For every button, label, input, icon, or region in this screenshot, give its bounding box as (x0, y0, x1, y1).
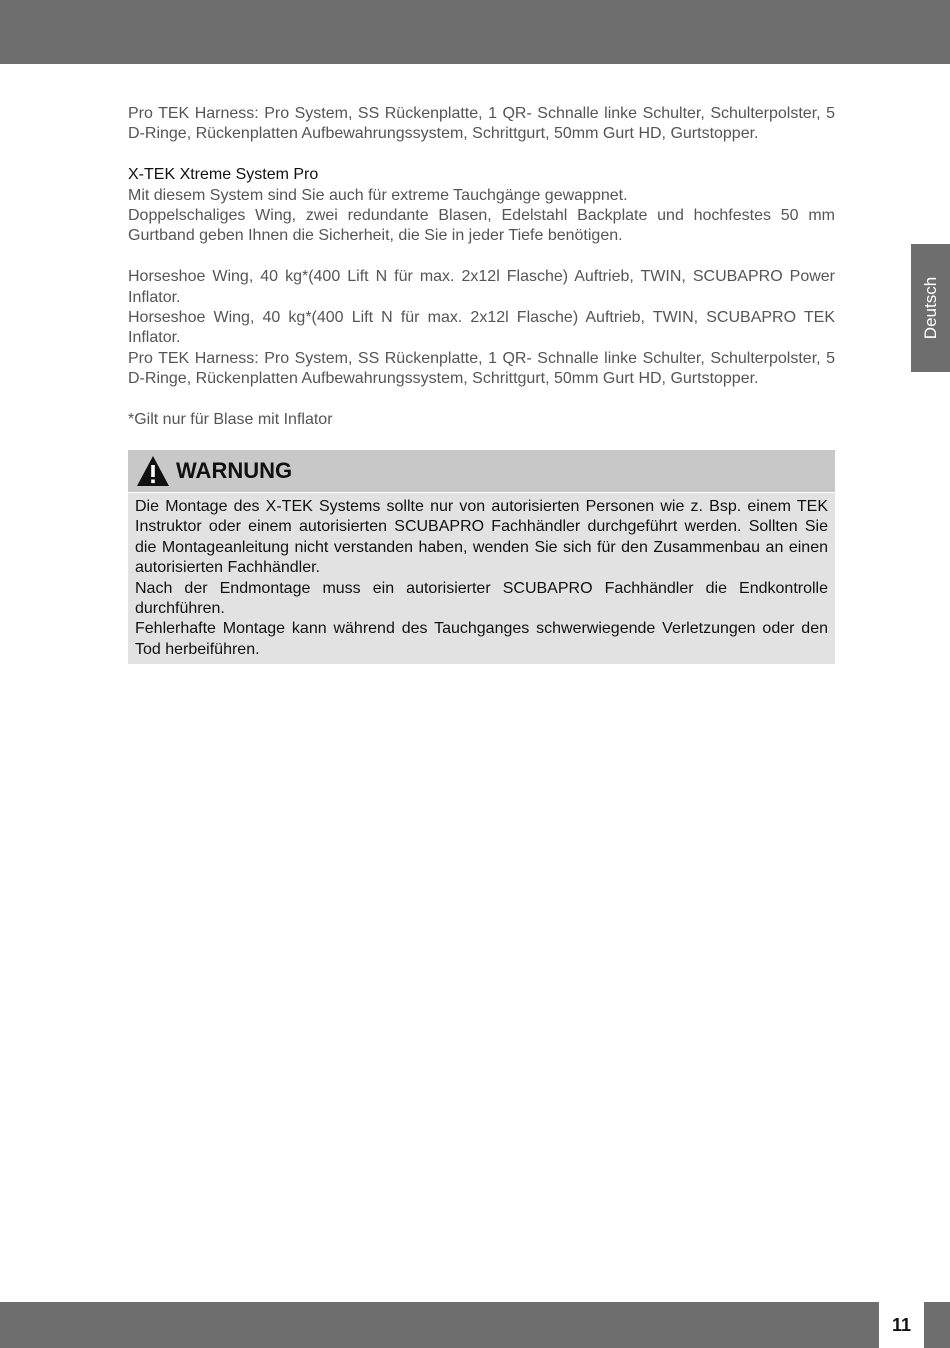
warning-paragraph-1: Die Montage des X-TEK Systems sollte nur von autorisierten Personen wie z. Bsp. einem TEK Instruktor oder einem autorisierten SCUBAPRO Fachhändler durchgeführt werden. Sollten Sie die Montageanleitung nicht verstanden haben, wenden Sie sich für den Zusammenbau an einen autorisierten Fachhändler. (135, 498, 828, 577)
warning-box (128, 450, 835, 664)
paragraph-intro: Mit diesem System sind Sie auch für extreme Tauchgänge gewappnet. (128, 186, 628, 204)
paragraph-wing-power: Horseshoe Wing, 40 kg*(400 Lift N für max. 2x12l Flasche) Auftrieb, TWIN, SCUBAPRO Power Inflator. (128, 268, 835, 306)
page-number-box (879, 1302, 924, 1348)
page-number: 11 (891, 1314, 912, 1335)
warning-body (128, 493, 835, 664)
warning-triangle-icon (136, 455, 170, 487)
warning-title: WARNUNG (176, 458, 293, 483)
footer-bar (0, 1302, 950, 1348)
header-bar (0, 0, 950, 64)
paragraph-description: Doppelschaliges Wing, zwei redundante Blasen, Edelstahl Backplate und hochfestes 50 mm Gurtband geben Ihnen die Sicherheit, die Sie in jeder Tiefe benötigen. (128, 207, 835, 245)
warning-paragraph-2: Nach der Endmontage muss ein autorisierter SCUBAPRO Fachhändler die Endkontrolle durchführen. (135, 579, 828, 618)
language-tab-label: Deutsch (920, 276, 940, 340)
footnote: *Gilt nur für Blase mit Inflator (128, 411, 333, 429)
paragraph-wing-tek: Horseshoe Wing, 40 kg*(400 Lift N für max. 2x12l Flasche) Auftrieb, TWIN, SCUBAPRO TEK Inflator. (128, 309, 835, 347)
section-heading: X-TEK Xtreme System Pro (128, 166, 319, 184)
language-tab (911, 244, 950, 372)
warning-header (128, 450, 835, 493)
main-content (128, 104, 835, 430)
paragraph-harness-2: Pro TEK Harness: Pro System, SS Rückenplatte, 1 QR- Schnalle linke Schulter, Schulterpolster, 5 D-Ringe, Rückenplatten Aufbewahrungssystem, Schrittgurt, 50mm Gurt HD, Gurtstopper. (128, 349, 835, 388)
paragraph-harness-1: Pro TEK Harness: Pro System, SS Rückenplatte, 1 QR- Schnalle linke Schulter, Schulterpolster, 5 D-Ringe, Rückenplatten Aufbewahrungssystem, Schrittgurt, 50mm Gurt HD, Gurtstopper. (128, 105, 835, 143)
warning-paragraph-3: Fehlerhafte Montage kann während des Tauchganges schwerwiegende Verletzungen oder den Tod herbeiführen. (135, 620, 828, 658)
